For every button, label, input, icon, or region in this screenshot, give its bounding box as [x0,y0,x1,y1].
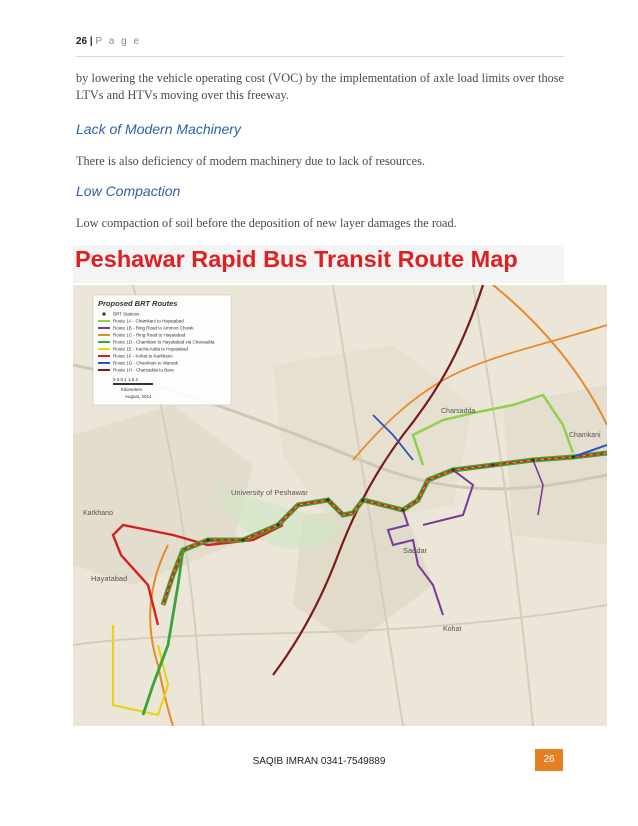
legend-item: Route 1D - Chamkani to Hayatabad via Charsadda [113,339,215,345]
legend-item: Route 1B - Ring Road to Ammon Chowk [113,325,194,331]
legend-item: Route 1H - Charsadda to Bara [113,367,174,373]
legend-item: Route 1E - Kacha Adda to Hayatabad [113,346,189,352]
legend-title: Proposed BRT Routes [98,299,178,308]
place-label-saddar: Saddar [403,546,428,555]
brt-station [401,508,404,511]
place-label-karkhano: Karkhano [83,510,113,517]
brt-station [571,455,574,458]
heading-low-compaction: Low Compaction [76,183,181,199]
brt-station [241,538,244,541]
brt-route-map [73,285,607,726]
legend-item: Route 1G - Chamkani to Warsak [113,360,178,366]
brt-station [361,498,364,501]
brt-station [326,498,329,501]
paragraph-compaction: Low compaction of soil before the deposition of new layer damages the road. [76,216,457,230]
legend-scale: 0 0.5 1 1.5 2 [113,377,139,382]
paragraph-machinery: There is also deficiency of modern machinery due to lack of resources. [76,154,425,168]
legend-item: Route 1C - Ring Road to Hayatabad [113,332,186,338]
brt-station [206,538,209,541]
header-page-number: 26 [76,36,88,47]
map-title-bar [73,245,564,283]
map-title: Peshawar Rapid Bus Transit Route Map [75,246,518,272]
legend-date: August, 2014 [125,394,152,399]
brt-station [531,458,534,461]
page-header [76,36,564,57]
map-urban-area-east [503,385,607,545]
brt-station [491,463,494,466]
place-label-charsadda: Charsadda [441,408,476,415]
brt-station [276,523,279,526]
legend-item: Route 1F - Kohat to Karkhano [113,353,173,359]
place-label-kohat: Kohat [443,626,462,633]
legend-scale-unit: Kilometers [121,387,143,392]
footer-author: SAQIB IMRAN 0341-7549889 [252,756,386,767]
place-label-chamkani: Chamkani [569,432,601,439]
header-page-word: P a g e [95,36,142,47]
place-label-hayatabad: Hayatabad [91,574,128,583]
map-legend [93,295,231,405]
heading-lack-of-machinery: Lack of Modern Machinery [76,121,241,137]
place-label-university: University of Peshawar [231,488,308,497]
legend-scale-bar [113,383,153,385]
legend-item: BRT Stations [113,311,140,317]
brt-station [451,468,454,471]
legend-swatch-station [102,312,105,315]
legend-item: Route 1A - Chamkani to Hayatabad [113,318,184,324]
paragraph-voc: by lowering the vehicle operating cost (VOC) by the implementation of axle load limits over those LTVs and HTVs moving over this freeway. [76,71,564,102]
footer-page-badge: 26 [535,749,563,771]
header-separator: | [89,36,93,47]
